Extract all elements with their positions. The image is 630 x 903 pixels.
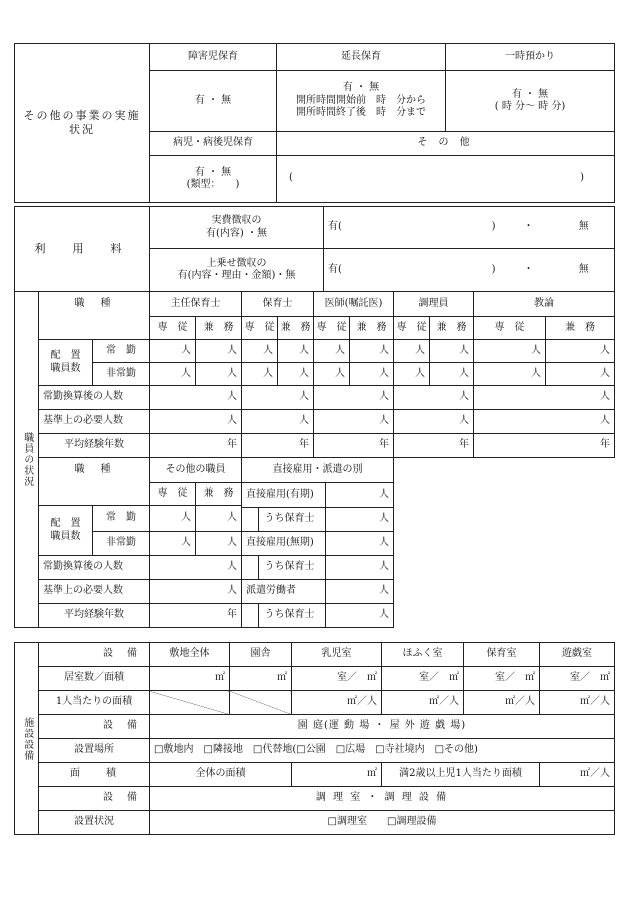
- fee-row-2-label: 上乗せ徴収の 有(内容・理由・金額)・無: [150, 249, 324, 292]
- sub-dedicated: 専 従: [242, 317, 278, 340]
- cell-person: 人: [150, 410, 242, 434]
- cell-person: 人: [394, 386, 474, 410]
- cell-sqm-person: ㎡／人: [540, 763, 615, 787]
- per-child-label: 満2歳以上児1人当たり面積: [382, 763, 540, 787]
- room-infant: 乳児室: [292, 643, 382, 667]
- room-nursery: 保育室: [464, 643, 540, 667]
- cell-year: 年: [394, 434, 474, 458]
- header-disabled: 障害児保育: [150, 44, 277, 71]
- sub-concurrent: 兼 務: [430, 317, 474, 340]
- cell-person: 人: [150, 506, 196, 532]
- cell-sqm-person: ㎡／人: [382, 691, 464, 715]
- fulltime-label-2: 常 勤: [93, 506, 150, 532]
- job-doctor: 医師(嘱託医): [314, 292, 394, 317]
- cell-person: 人: [314, 386, 394, 410]
- cell-person: 人: [474, 410, 615, 434]
- cell-person: 人: [150, 340, 196, 363]
- parttime-label: 非常勤: [93, 363, 150, 386]
- cell-sqm-person: ㎡／人: [464, 691, 540, 715]
- blank-area: [394, 458, 615, 628]
- cell-person: 人: [242, 386, 314, 410]
- indent: [242, 603, 258, 627]
- cell-room-sqm: 室／ ㎡: [382, 667, 464, 691]
- sub-concurrent: 兼 務: [546, 317, 615, 340]
- cell-person: 人: [196, 340, 242, 363]
- other-business-label: その他の事業の実施状況: [15, 44, 150, 203]
- cell-person: 人: [150, 386, 242, 410]
- emp-fixed-term: 直接雇用(有期): [242, 483, 325, 507]
- cell-person: 人: [150, 363, 196, 386]
- other-value: ( ): [277, 156, 615, 203]
- sub-dedicated: 専 従: [474, 317, 546, 340]
- total-area-label: 全体の面積: [150, 763, 292, 787]
- emp-nurse-sub: うち保育士: [258, 507, 325, 531]
- employment-list: [242, 483, 394, 628]
- room-crawl: ほふく室: [382, 643, 464, 667]
- emp-dispatch: 派遣労働者: [242, 579, 325, 603]
- cell-person: 人: [196, 532, 242, 556]
- sick-value: 有 ・ 無 (類型： ): [150, 156, 277, 203]
- cell-person: 人: [394, 340, 430, 363]
- status-options: □調理室 □調理設備: [150, 811, 615, 835]
- cell-sqm: ㎡: [292, 763, 382, 787]
- experience-label: 平均経験年数: [39, 434, 150, 458]
- placement-label-2: 配 置 職員数: [39, 506, 93, 556]
- cell-person: 人: [325, 507, 393, 531]
- facility-section-label: 施設設備: [15, 643, 39, 835]
- staff-table: [14, 291, 615, 628]
- sub-dedicated: 専 従: [314, 317, 350, 340]
- cell-person: 人: [430, 363, 474, 386]
- sub-dedicated: 専 従: [394, 317, 430, 340]
- fee-row-1-value: 有( ): [324, 207, 504, 249]
- cell-person: 人: [325, 531, 393, 555]
- cell-person: 人: [242, 363, 278, 386]
- facility-table: [14, 642, 615, 835]
- cell-person: 人: [474, 386, 615, 410]
- employment-header: 直接雇用・派遣の別: [242, 458, 394, 483]
- placement-label: 配 置 職員数: [39, 340, 93, 386]
- cell-person: 人: [196, 363, 242, 386]
- room-site: 敷地全体: [150, 643, 230, 667]
- cell-person: 人: [325, 483, 393, 507]
- other-business-table: [14, 43, 615, 203]
- cell-person: 人: [242, 410, 314, 434]
- fee-row-1-dot: ・: [504, 207, 554, 249]
- cell-person: 人: [350, 363, 394, 386]
- cell-person: 人: [314, 340, 350, 363]
- cell-person: 人: [430, 340, 474, 363]
- equip-label-3: 設 備: [39, 787, 150, 811]
- equip-label: 設 備: [39, 643, 150, 667]
- cell-person: 人: [546, 340, 615, 363]
- cell-person: 人: [394, 363, 430, 386]
- header-temporary: 一時預かり: [446, 44, 615, 71]
- job-label-2: 職 種: [39, 458, 150, 506]
- location-options: □敷地内 □隣接地 □代替地(□公園 □広場 □寺社境内 □その他): [150, 739, 615, 763]
- room-building: 園舎: [230, 643, 292, 667]
- sub-concurrent: 兼 務: [196, 483, 242, 506]
- cell-person: 人: [278, 340, 314, 363]
- cell-person: 人: [242, 340, 278, 363]
- header-extended: 延長保育: [277, 44, 446, 71]
- emp-nurse-sub: うち保育士: [258, 603, 325, 627]
- indent: [242, 507, 258, 531]
- job-nurse: 保育士: [242, 292, 314, 317]
- fee-row-1-label: 実費徴収の 有(内容) ・無: [150, 207, 324, 249]
- diag-cell: [230, 691, 292, 715]
- cell-year: 年: [150, 434, 242, 458]
- staff-section-label: 職員の状況: [15, 292, 39, 628]
- cell-person: 人: [325, 555, 393, 579]
- cell-person: 人: [278, 363, 314, 386]
- cell-person: 人: [150, 556, 242, 580]
- job-teacher: 教論: [474, 292, 615, 317]
- required-label: 基準上の必要人数: [39, 410, 150, 434]
- cell-person: 人: [150, 580, 242, 604]
- cell-room-sqm: 室／ ㎡: [464, 667, 540, 691]
- cell-person: 人: [314, 410, 394, 434]
- cell-person: 人: [314, 363, 350, 386]
- fees-table: [14, 206, 615, 292]
- kitchen-label: 調 理 室 ・ 調 理 設 備: [150, 787, 615, 811]
- sub-concurrent: 兼 務: [278, 317, 314, 340]
- fee-row-1-none: 無: [554, 207, 615, 249]
- job-head-nurse: 主任保育士: [150, 292, 242, 317]
- cell-person: 人: [394, 410, 474, 434]
- cell-sqm-person: ㎡／人: [540, 691, 615, 715]
- cell-person: 人: [325, 579, 393, 603]
- status-label: 設置状況: [39, 811, 150, 835]
- fulltime-label: 常 勤: [93, 340, 150, 363]
- diag-cell: [150, 691, 230, 715]
- indent: [242, 555, 258, 579]
- cell-year: 年: [314, 434, 394, 458]
- sub-dedicated: 専 従: [150, 317, 196, 340]
- job-cook: 調理員: [394, 292, 474, 317]
- cell-year: 年: [242, 434, 314, 458]
- emp-nurse-sub: うち保育士: [258, 555, 325, 579]
- cell-sqm: ㎡: [230, 667, 292, 691]
- cell-person: 人: [150, 532, 196, 556]
- cell-year: 年: [150, 604, 242, 628]
- emp-permanent: 直接雇用(無期): [242, 531, 325, 555]
- header-other: そ の 他: [277, 132, 615, 156]
- fee-row-2-value: 有( ): [324, 249, 504, 292]
- sub-dedicated: 専 従: [150, 483, 196, 506]
- temporary-value: 有 ・ 無 ( 時 分～ 時 分): [446, 71, 615, 132]
- fee-row-2-none: 無: [554, 249, 615, 292]
- cell-person: 人: [474, 363, 546, 386]
- cell-person: 人: [196, 506, 242, 532]
- fees-label: 利 用 料: [15, 207, 150, 292]
- cell-person: 人: [325, 603, 393, 627]
- cell-year: 年: [474, 434, 615, 458]
- cell-room-sqm: 室／ ㎡: [540, 667, 615, 691]
- sub-concurrent: 兼 務: [196, 317, 242, 340]
- cell-sqm: ㎡: [150, 667, 230, 691]
- equip-label-2: 設 備: [39, 715, 150, 739]
- job-label: 職 種: [39, 292, 150, 340]
- experience-label-2: 平均経験年数: [39, 604, 150, 628]
- disabled-value: 有 ・ 無: [150, 71, 277, 132]
- cell-person: 人: [474, 340, 546, 363]
- cell-sqm-person: ㎡／人: [292, 691, 382, 715]
- location-label: 設置場所: [39, 739, 150, 763]
- cell-person: 人: [350, 340, 394, 363]
- other-staff-header: その他の職員: [150, 458, 242, 483]
- cell-person: 人: [546, 363, 615, 386]
- converted-label-2: 常勤換算後の人数: [39, 556, 150, 580]
- area-label: 居室数／面積: [39, 667, 150, 691]
- extended-value: 有 ・ 無 開所時間開始前 時 分から 開所時間終了後 時 分まで: [277, 71, 446, 132]
- parttime-label-2: 非常勤: [93, 532, 150, 556]
- fee-row-2-dot: ・: [504, 249, 554, 292]
- converted-label: 常勤換算後の人数: [39, 386, 150, 410]
- sub-concurrent: 兼 務: [350, 317, 394, 340]
- yard-label: 園 庭(運 動 場 ・ 屋 外 遊 戯 場): [150, 715, 615, 739]
- yard-area-label: 面 積: [39, 763, 150, 787]
- per-person-label: 1人当たりの面積: [39, 691, 150, 715]
- header-sick: 病児・病後児保育: [150, 132, 277, 156]
- cell-room-sqm: 室／ ㎡: [292, 667, 382, 691]
- required-label-2: 基準上の必要人数: [39, 580, 150, 604]
- room-play: 遊戯室: [540, 643, 615, 667]
